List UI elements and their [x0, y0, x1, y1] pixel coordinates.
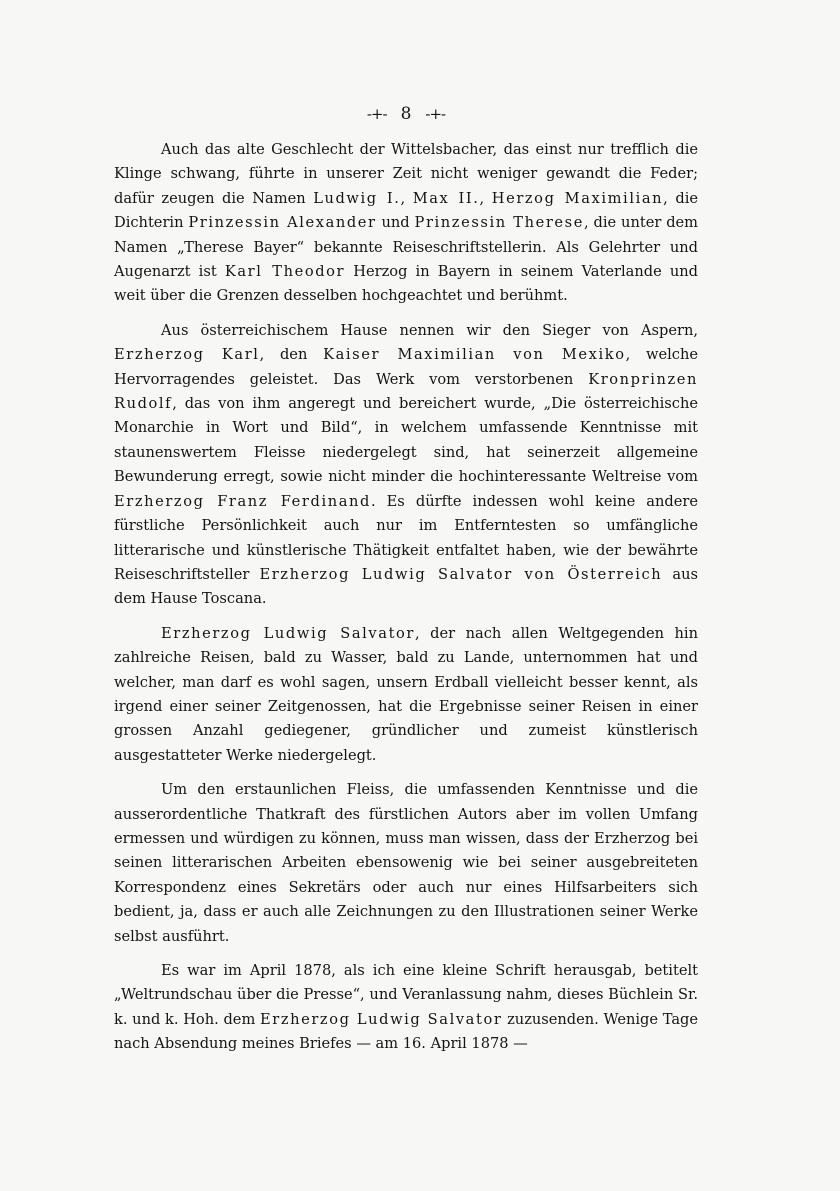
paragraph-1	[114, 138, 698, 309]
paragraph-4	[114, 778, 698, 949]
spaced-name: Prinzessin Therese	[414, 214, 584, 232]
ornament-right-icon: -+-	[425, 105, 446, 123]
text-run: zuzusenden. Wenige Tage nach Absendung meines Briefes — am 16. April 1878 —	[114, 1010, 698, 1053]
paragraph-3	[114, 622, 698, 768]
spaced-name: Erzherzog Ludwig Salvator	[161, 624, 416, 642]
book-page	[114, 104, 698, 1067]
text-run: ,	[400, 189, 413, 207]
spaced-name: Herzog Maximilian	[491, 189, 664, 207]
text-run: aus dem Hause Toscana.	[114, 565, 698, 608]
spaced-name: Prinzessin Alexander	[188, 214, 377, 232]
text-run: Auch das alte Geschlecht der Wittelsbacher, das einst nur trefflich die Klinge schwang, führte in unserer Zeit nicht weniger gewandt die Feder; dafür zeugen die Namen	[114, 141, 698, 207]
ornament-left-icon: -+-	[366, 105, 387, 123]
text-run: , das von ihm angeregt und bereichert wurde, „Die österreichische Monarchie in Wort und Bild“, in welchem umfassende Kenntnisse mit staunenswertem Fleisse niedergelegt sind, hat seinerzeit allgemeine Bewunderung erregt, sowie nicht minder die hochinteressante Weltreise vom	[114, 395, 698, 486]
text-run: Herzog in Bayern in seinem Vaterlande und weit über die Grenzen desselben hochgeachtet und berühmt.	[114, 263, 698, 305]
spaced-name: Kronprinzen Rudolf	[114, 370, 698, 413]
spaced-name: Erzherzog Franz Ferdinand	[114, 492, 371, 510]
spaced-name: Max II.	[412, 189, 480, 207]
spaced-name: Kaiser Maximilian von Mexiko	[323, 346, 626, 364]
text-run: Um den erstaunlichen Fleiss, die umfassenden Kenntnisse und die ausserordentliche Thatkraft des fürstlichen Autors aber im vollen Umfang ermessen und würdigen zu können, muss man wissen, dass der Erzherzog bei seinen litterarischen Arbeiten ebensowenig wie bei seiner ausgebreiteten Korrespondenz eines Sekretärs oder auch nur eines Hilfsarbeiters sich bedient, ja, dass er auch alle Zeichnungen zu den Illustrationen seiner Werke selbst ausführt.	[114, 781, 698, 945]
text-run: . Es dürfte indessen wohl keine andere fürstliche Persönlichkeit auch nur im Entferntesten so umfängliche litterarische und künstlerische Thätigkeit entfaltet haben, wie der bewährte Reiseschriftsteller	[114, 492, 698, 583]
spaced-name: Erzherzog Karl	[114, 346, 260, 364]
text-run: , die unter dem Namen „Therese Bayer“ bekannte Reiseschriftstellerin. Als Gelehrter und Augenarzt ist	[114, 214, 699, 281]
page-header	[114, 104, 698, 124]
paragraph-2	[114, 319, 698, 612]
text-run: Es war im April 1878, als ich eine kleine Schrift herausgab, betitelt „Weltrundschau über die Presse“, und Veranlassung nahm, dieses Büchlein Sr. k. und k. Hoh. dem	[114, 962, 698, 1028]
spaced-name: Erzherzog Ludwig Salvator von Österreich	[259, 565, 663, 583]
spaced-name: Karl Theodor	[224, 263, 346, 281]
text-run: , den	[259, 346, 324, 364]
text-run: , welche Hervorragendes geleistet. Das Werk vom verstorbenen	[114, 346, 698, 388]
text-run: Aus österreichischem Hause nennen wir den Sieger von Aspern,	[161, 321, 698, 339]
text-run: ,	[479, 189, 492, 207]
text-run: , die Dichterin	[114, 189, 699, 232]
text-run: und	[376, 214, 415, 232]
page-number: 8	[400, 104, 412, 124]
text-run: , der nach allen Weltgegenden hin zahlreiche Reisen, bald zu Wasser, bald zu Lande, unternommen hat und welcher, man darf es wohl sagen, unsern Erdball vielleicht besser kennt, als irgend einer seiner Zeitgenossen, hat die Ergebnisse seiner Reisen in einer grossen Anzahl gediegener, gründlicher und zumeist künstlerisch ausgestatteter Werke niedergelegt.	[114, 624, 698, 764]
spaced-name: Erzherzog Ludwig Salvator	[259, 1010, 503, 1028]
paragraph-5	[114, 959, 698, 1057]
spaced-name: Ludwig I.	[313, 189, 401, 207]
